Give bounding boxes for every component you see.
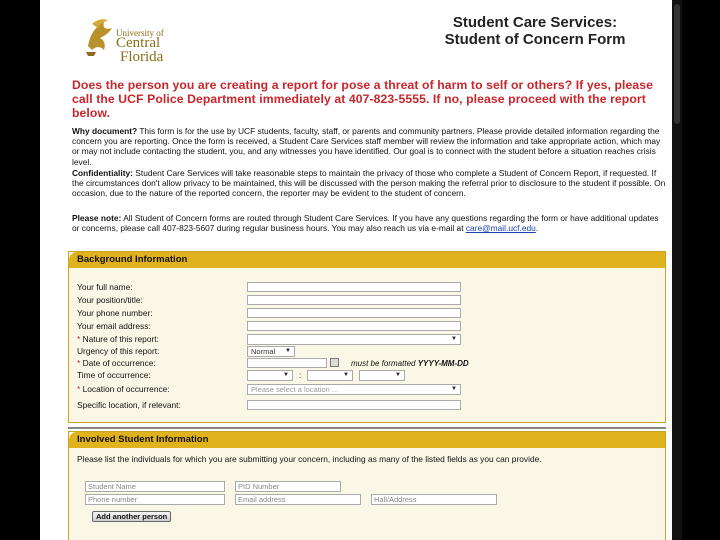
note-label: Please note: [72,213,122,223]
title-line-2: Student of Concern Form [444,31,626,48]
student-email-input[interactable]: Email address [235,494,361,505]
specific-location-input[interactable] [247,400,461,410]
time-separator: : [299,370,302,380]
chevron-down-icon: ▼ [285,348,291,354]
chevron-down-icon: ▼ [395,372,401,378]
logo-line-university: University of [116,28,164,38]
title-line-1: Student Care Services: [452,14,618,31]
nature-select[interactable] [247,334,461,345]
note-text: All Student of Concern forms are routed through Student Care Services. If you have any questions regarding the form or have additional updates or concerns, please call 407-823-5607 during regular business hours. You may also reach us via e-mail at [72,213,659,234]
scrollbar[interactable] [672,0,682,540]
label-time: Time of occurrence: [77,370,151,380]
involved-section-heading: Involved Student Information [69,432,665,448]
chevron-down-icon: ▼ [451,336,457,342]
confidentiality-paragraph [72,168,666,199]
label-date-text: Date of occurrence: [82,358,156,368]
label-nature-text: Nature of this report: [82,334,159,344]
page-header [40,0,672,70]
logo-line-central: Central [116,35,161,51]
label-location-text: Location of occurrence: [82,384,170,394]
why-label: Why document? [72,126,138,136]
chevron-down-icon: ▼ [343,372,349,378]
required-mark: * [77,384,81,394]
section-divider [68,427,666,429]
student-name-input[interactable]: Student Name [85,481,225,492]
page-title [410,14,660,48]
label-position: Your position/title: [77,295,143,305]
calendar-icon[interactable] [330,358,339,367]
date-note-format: YYYY-MM-DD [417,359,469,368]
label-full-name: Your full name: [77,282,133,292]
label-location [77,384,170,395]
label-date [77,358,156,369]
label-email: Your email address: [77,321,151,331]
involved-instructions: Please list the individuals for which you are submitting your concern, including as many of the listed fields as you can provide. [77,454,542,464]
time-minute-select[interactable] [307,370,353,381]
confidentiality-text: Student Care Services will take reasonable steps to maintain the privacy of those who complete a Student of Concern Report, if requested. If the circumstances don't allow privacy to be maintained, this will be discussed with the person making the referral prior to disclosure to the student if possible. On occasion, due to the nature of the reported concern, the reporter may be evident to the student of concern. [72,168,666,199]
please-note-paragraph [72,213,666,233]
required-mark: * [77,334,81,344]
label-specific-location: Specific location, if relevant: [77,400,181,410]
form-page [40,0,672,540]
chevron-down-icon: ▼ [283,372,289,378]
date-format-note [351,359,469,368]
urgency-select[interactable] [247,346,295,357]
background-information-section [68,251,666,423]
care-email-link[interactable]: care@mail.ucf.edu [465,223,536,234]
threat-warning: Does the person you are creating a report for pose a threat of harm to self or others? If yes, please call the UCF Police Department immediately at 407-823-5555. If no, please proceed with the report below. [72,78,654,120]
pid-input[interactable]: PID Number [235,481,341,492]
time-ampm-select[interactable] [359,370,405,381]
location-placeholder: Please select a location ... [251,385,339,394]
email-input[interactable] [247,321,461,331]
label-nature [77,334,159,345]
ucf-logo [82,14,182,66]
student-phone-input[interactable]: Phone number [85,494,225,505]
full-name-input[interactable] [247,282,461,292]
chevron-down-icon: ▼ [451,386,457,392]
label-urgency: Urgency of this report: [77,346,160,356]
phone-input[interactable] [247,308,461,318]
urgency-value: Normal [251,347,276,356]
hall-address-input[interactable]: Hall/Address [371,494,497,505]
note-end: . [535,223,539,234]
logo-line-florida: Florida [120,49,164,65]
background-section-heading: Background Information [69,252,665,268]
add-another-person-button[interactable]: Add another person [92,511,171,522]
why-document-paragraph [72,126,666,167]
involved-student-section [68,431,666,540]
scrollbar-thumb[interactable] [674,4,680,124]
confidentiality-label: Confidentiality: [72,168,133,178]
label-phone: Your phone number: [77,308,153,318]
required-mark: * [77,358,81,368]
time-hour-select[interactable] [247,370,293,381]
date-note-prefix: must be formatted [351,359,418,368]
date-input[interactable] [247,358,327,368]
location-select[interactable] [247,384,461,395]
position-input[interactable] [247,295,461,305]
why-text: This form is for the use by UCF students, faculty, staff, or parents and community partners. Please provide detailed information regarding the concern you are reporting. Once the form is received, a Student Care Services staff member will review the information and take appropriate action, which may or may not include contacting the student, you, and any witnesses you have identified. Our goal is to connect with the student before a situation reaches crisis level. [72,126,661,167]
pegasus-logo-icon [82,16,116,58]
